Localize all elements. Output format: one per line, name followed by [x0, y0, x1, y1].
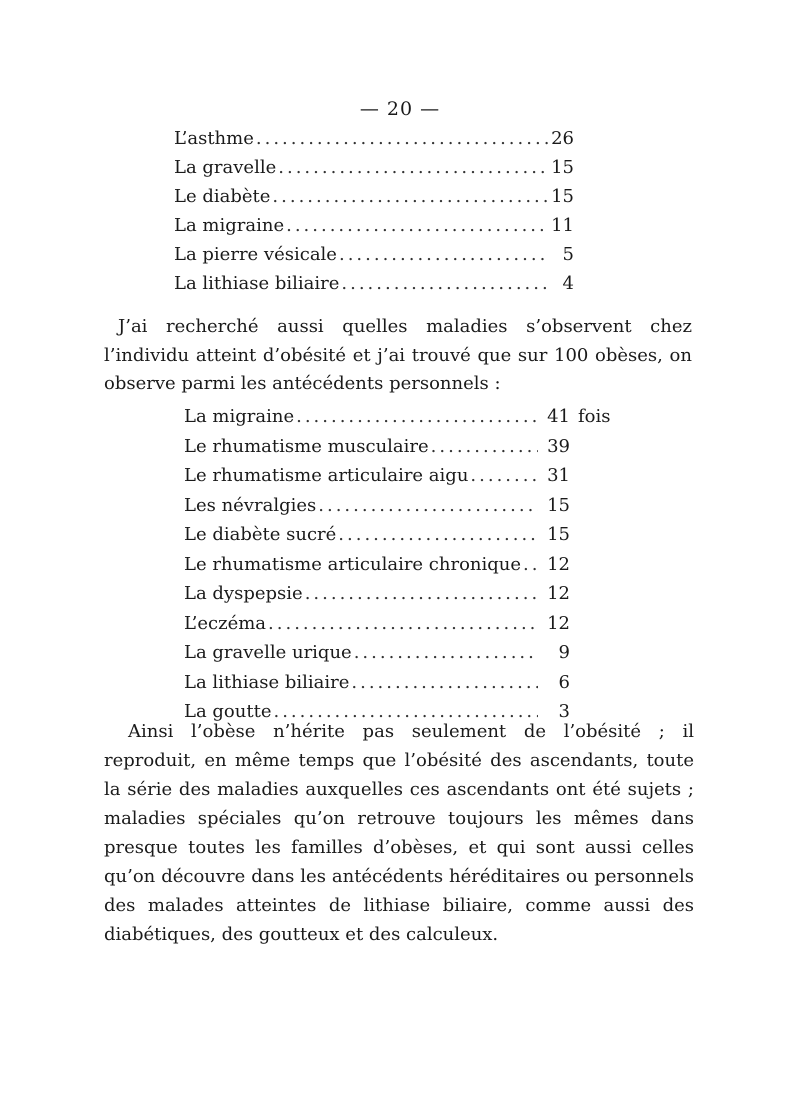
list-item [174, 128, 574, 157]
list-item-value: 12 [547, 553, 570, 575]
list-item [174, 215, 574, 244]
hereditary-diseases-list [174, 128, 574, 302]
dot-leader [349, 672, 538, 693]
list-item [184, 672, 624, 702]
list-item [184, 554, 624, 584]
list-item-value: 15 [551, 186, 574, 207]
dot-leader [339, 273, 548, 294]
dot-leader [336, 524, 538, 545]
list-item-label: Le rhumatisme articulaire aigu [184, 465, 469, 486]
list-item [184, 583, 624, 613]
list-item-label: Les névralgies [184, 494, 317, 516]
list-item-value: 12 [547, 583, 570, 604]
list-item-label: Le rhumatisme musculaire [184, 435, 429, 457]
list-item-value: 31 [547, 465, 570, 486]
dot-leader [303, 583, 538, 604]
list-item-value: 15 [547, 524, 570, 545]
list-item-unit: fois [578, 406, 611, 427]
list-item-label: La lithiase biliaire [174, 273, 340, 294]
list-item-label: Le diabète sucré [184, 524, 337, 545]
list-item-value: 26 [551, 128, 574, 149]
list-item-value: 15 [547, 494, 570, 516]
list-item [184, 613, 624, 643]
list-item-value: 3 [558, 701, 570, 722]
list-item-label: La migraine [184, 406, 295, 427]
list-item-value: 15 [551, 157, 574, 178]
list-item-label: L’eczéma [184, 612, 267, 634]
list-item-label: La lithiase biliaire [184, 671, 350, 693]
list-item [184, 495, 624, 525]
list-item-label: L’asthme [174, 128, 254, 149]
dot-leader [276, 157, 548, 178]
list-item-label: La gravelle [174, 157, 277, 178]
list-item-value: 41 [547, 406, 570, 427]
list-item-label: La gravelle urique [184, 642, 352, 663]
dot-leader [294, 406, 538, 427]
list-item [174, 273, 574, 302]
list-item-value: 11 [551, 215, 574, 236]
paragraph-personal-antecedents: J’ai recherché aussi quelles maladies s’observent chez l’individu atteint d’obésité et j’ai trouvé que sur 100 obèses, on observe parmi les antécédents personnels : [104, 316, 692, 394]
list-item-value: 4 [562, 273, 574, 294]
dot-leader [468, 465, 538, 486]
paragraph-conclusion: Ainsi l’obèse n’hérite pas seulement de l’obésité ; il reproduit, en même temps que l’obésité des ascendants, toute la série des maladies auxquelles ces ascendants ont été sujets ; maladies spéciales qu’on retrouve toujours les mêmes dans presque toutes les familles d’obèses, et qui sont aussi celles qu’on découvre dans les antécédents héréditaires ou personnels des malades atteintes de lithiase biliaire, comme aussi des diabétiques, des goutteux et des calculeux. [104, 721, 694, 945]
list-item [184, 406, 624, 436]
list-item [174, 186, 574, 215]
list-item-value: 39 [547, 435, 570, 457]
page-number: — 20 — [359, 98, 441, 120]
list-item-label: Le rhumatisme articulaire chronique [184, 553, 522, 575]
personal-diseases-list [184, 406, 624, 731]
list-item-label: La migraine [174, 215, 285, 236]
dot-leader [337, 244, 548, 265]
list-item [184, 524, 624, 554]
list-item-label: La dyspepsie [184, 583, 303, 604]
list-item [174, 244, 574, 273]
dot-leader [284, 215, 548, 236]
list-item [174, 157, 574, 186]
dot-leader [254, 128, 548, 149]
dot-leader [266, 613, 538, 634]
list-item-label: La pierre vésicale [174, 244, 337, 265]
list-item [184, 465, 624, 495]
list-item [184, 436, 624, 466]
list-item-value: 9 [558, 642, 570, 663]
list-item-label: Le diabète [174, 186, 271, 207]
list-item-value: 5 [562, 244, 574, 265]
list-item-label: La goutte [184, 701, 272, 722]
list-item-value: 12 [547, 612, 570, 634]
list-item [184, 642, 624, 672]
dot-leader [352, 642, 538, 663]
dot-leader [429, 436, 538, 457]
list-item-value: 6 [558, 671, 570, 693]
dot-leader [270, 186, 548, 207]
dot-leader [521, 554, 538, 575]
dot-leader [316, 495, 538, 516]
